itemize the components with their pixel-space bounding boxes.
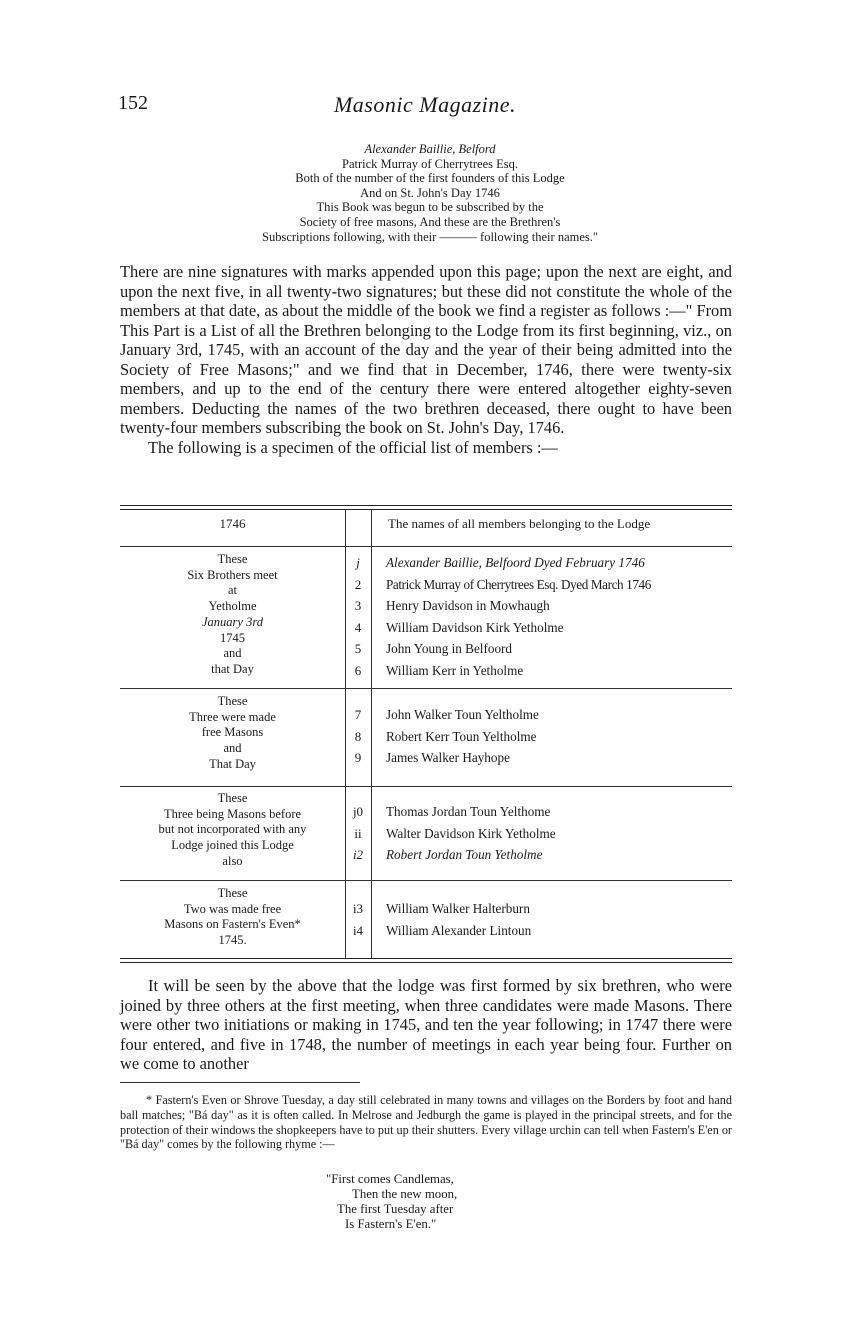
desc-line: free Masons (201, 725, 264, 740)
member-number: 7 (354, 707, 362, 722)
rhyme-line: Is Fastern's E'en." (345, 1217, 437, 1231)
rhyme-line: The first Tuesday after (337, 1202, 454, 1216)
member-name: Walter Davidson Kirk Yetholme (386, 825, 556, 841)
footnote-rule (120, 1082, 360, 1083)
member-name: Thomas Jordan Toun Yelthome (386, 804, 551, 819)
table-rule (120, 546, 732, 547)
paragraph-text: There are nine signatures with marks appended upon this page; upon the next are eight, and upon the next five, in all twenty-two signatures; but these did not constitute the whole of the members at that date, as about the middle of the book we find a register as follows :—" From This Part is a List of all the Brethren belonging to the Lodge from its first beginning, viz., on January 3rd, 1745, with an account of the day and the year of their being admitted into the Society of Free Masons;" and we find that in December, 1746, there were twenty-six members, and up to the end of the century there were entered altogether eighty-seven members. Deducting the names of the two brethren deceased, there ought to have been twenty-four members subscribing the book on St. John's Day, 1746. (120, 262, 732, 437)
desc-line: That Day (209, 756, 256, 771)
body-paragraph-1 (120, 262, 732, 457)
page-number: 152 (118, 92, 148, 114)
member-name: Alexander Baillie, Belfoord Dyed February 1746 (386, 555, 645, 570)
desc-line: but not incorporated with any (158, 822, 307, 837)
quoted-inscription (150, 142, 710, 244)
desc-line: 1745. (218, 933, 247, 948)
members-table (120, 506, 732, 961)
member-name: William Alexander Lintoun (386, 922, 532, 938)
member-number: 9 (354, 750, 362, 766)
member-number: 4 (354, 619, 362, 635)
desc-line: Lodge joined this Lodge (171, 838, 294, 853)
desc-line: Six Brothers meet (187, 567, 278, 582)
member-name: Robert Jordan Toun Yetholme (386, 847, 543, 863)
desc-line: Three being Masons before (163, 806, 302, 821)
member-name: Robert Kerr Toun Yeltholme (386, 728, 537, 744)
member-number: 6 (354, 662, 362, 678)
member-name: John Walker Toun Yeltholme (386, 707, 539, 722)
desc-line: 1745 (220, 630, 245, 645)
member-name: William Walker Halterburn (386, 901, 530, 916)
table-rule (120, 688, 732, 689)
member-name: Patrick Murray of Cherrytrees Esq. Dyed March 1746 (386, 576, 651, 592)
group-description (120, 886, 345, 949)
desc-line: These (217, 694, 248, 708)
member-number: 3 (354, 598, 362, 614)
group-description (120, 694, 345, 773)
desc-line: at (227, 583, 238, 598)
member-number: 2 (354, 576, 362, 592)
desc-line: These (217, 886, 248, 900)
rhyme-line: "First comes Candlemas, (326, 1172, 454, 1186)
desc-line: Two was made free (183, 901, 282, 916)
running-header (118, 92, 732, 122)
group-description (120, 791, 345, 870)
member-name: William Kerr in Yetholme (386, 662, 524, 678)
desc-line: and (223, 741, 242, 756)
desc-line: also (222, 853, 243, 868)
member-name: William Davidson Kirk Yetholme (386, 619, 564, 635)
quote-line: Both of the number of the first founders of this Lodge (295, 171, 565, 186)
table-rule (120, 880, 732, 881)
quote-line: Society of free masons, And these are the Brethren's (299, 214, 561, 229)
body-paragraph-2 (120, 976, 732, 1074)
footnote (120, 1093, 732, 1152)
desc-line: that Day (211, 661, 254, 676)
member-number: 8 (354, 728, 362, 744)
member-number: i3 (352, 901, 364, 916)
paragraph-text: It will be seen by the above that the lodge was first formed by six brethren, who were joined by three others at the first meeting, when three candidates were made Masons. There were other two initiations or making in 1745, and ten the year following; in 1747 there were four entered, and five in 1748, the number of meetings in each year being four. Further on we come to another (120, 976, 732, 1073)
desc-line: Masons on Fastern's Even* (164, 917, 301, 932)
rhyme-line: Then the new moon, (352, 1187, 458, 1201)
page-title: Masonic Magazine. (333, 92, 517, 117)
footnote-text: * Fastern's Even or Shrove Tuesday, a day still celebrated in many towns and villages on the Borders by foot and hand ball matches; "Bá day" as it is often called. In Melrose and Jedburgh the game is played in the principal streets, and for the protection of their windows the shopkeepers have to put up their shutters. Every village urchin can tell when Fastern's E'en or "Bá day" comes by the following rhyme :— (120, 1093, 732, 1152)
column-divider (371, 509, 372, 959)
member-number: j0 (352, 804, 364, 819)
paragraph-text: The following is a specimen of the official list of members :— (148, 437, 558, 457)
member-name: Henry Davidson in Mowhaugh (386, 598, 550, 614)
table-bottom-rule (120, 958, 732, 963)
quote-line: Alexander Baillie, Belford (364, 142, 496, 156)
member-number: j (356, 555, 360, 570)
table-rule (120, 786, 732, 787)
table-header-year: 1746 (219, 516, 246, 531)
member-number: i4 (352, 922, 364, 938)
desc-line: January 3rd (202, 614, 263, 629)
desc-line: These (217, 552, 248, 566)
desc-line: and (223, 646, 242, 661)
member-number: i2 (352, 847, 364, 863)
table-header-names: The names of all members belonging to the Lodge (388, 516, 651, 531)
quote-line: Subscriptions following, with their ——— following their names." (262, 229, 598, 244)
group-description (120, 552, 345, 678)
quote-line: This Book was begun to be subscribed by the (316, 200, 544, 215)
member-number: 5 (354, 641, 362, 657)
member-name: John Young in Belfoord (386, 641, 513, 657)
rhyme (300, 1172, 580, 1232)
quote-line: And on St. John's Day 1746 (360, 185, 500, 200)
member-number: ii (354, 825, 362, 841)
desc-line: Yetholme (208, 599, 257, 614)
quote-line: Patrick Murray of Cherrytrees Esq. (342, 156, 518, 171)
desc-line: Three were made (189, 709, 276, 724)
member-name: James Walker Hayhope (386, 750, 510, 766)
desc-line: These (217, 791, 248, 805)
